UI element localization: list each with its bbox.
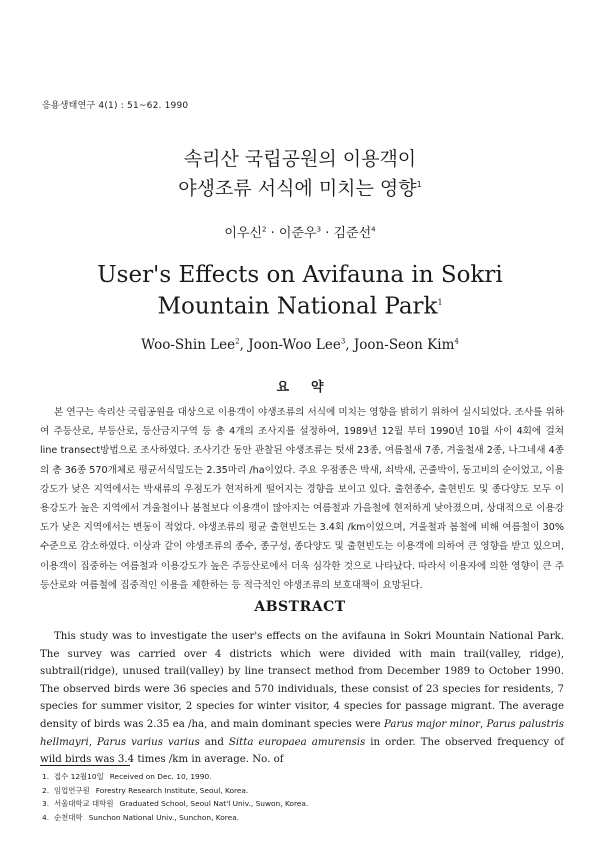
title-english: [0, 262, 600, 321]
species-2: Parus palustris hellmayri: [40, 718, 564, 748]
summary-heading-korean: 요약: [276, 380, 346, 395]
abstract-english: [40, 628, 564, 769]
species-separator: ,: [480, 718, 487, 730]
author-en-3: Joon-Seon Kim: [353, 337, 455, 353]
authors-english: [0, 337, 600, 353]
footnote-korean: 접수 12월10일: [54, 772, 104, 781]
author-en-2: Joon-Woo Lee: [248, 337, 341, 353]
species-4: Sitta europaea amurensis: [228, 736, 366, 748]
author-en-3-mark: 4: [454, 337, 459, 346]
footnotes: [42, 770, 562, 824]
title-korean-line1: 속리산 국립공원의 이용객이: [183, 148, 417, 170]
title-english-line2: [0, 289, 600, 321]
title-korean-line2-text: 야생조류 서식에 미치는 영향: [178, 177, 417, 200]
abstract-en-part2: in order. The observed frequency of wild birds was 3.4 times /km in average. No. of: [40, 736, 564, 766]
footnote-english: Forestry Research Institute, Seoul, Korea.: [95, 785, 249, 795]
author-ko-3: 김준선: [333, 226, 372, 241]
footnote-number: 3.: [42, 799, 50, 809]
abstract-korean: 본 연구는 속리산 국립공원을 대상으로 이용객이 야생조류의 서식에 미치는 영향을 밝히기 위하여 실시되었다. 조사를 위하여 주등산로, 부등산로, 등산금지구역 등 총 4개의 조사지를 설정하여, 1989년 12월 부터 1990년 10월 사이 4회에 걸쳐 line transect방법으로 조사하였다. 조사기간 동안 관찰된 야생조류는 텃새 23종, 여름철새 7종, 겨울철새 2종, 나그네새 4종의 총 36종 570개체로 평균서식밀도는 2.35마리 /ha이었다. 주요 우점종은 박새, 쇠박새, 곤줄박이, 동고비의 순이었고, 이용강도가 낮은 지역에서는 박새류의 우점도가 현저하게 떨어지는 경향을 보이고 있다. 출현종수, 출현빈도 및 종다양도 모두 이용강도가 높은 지역에서 겨울철이나 봄철보다 이용객이 많아지는 여름철과 가을철에 현저하게 낮아졌으며, 상대적으로 이용강도가 낮은 지역에서는 변동이 적었다. 야생조류의 평균 출현빈도는 3.4회 /km이었으며, 겨울철과 봄철에 비해 여름철이 30% 수준으로 감소하였다. 이상과 같이 야생조류의 종수, 종구성, 종다양도 및 출현빈도는 이용객에 의하여 큰 영향을 받고 있으며, 이용객이 집중하는 여름철과 이용강도가 높은 주등산로에서 더욱 심각한 것으로 나타났다. 따라서 이용자에 의한 영향이 큰 주등산로와 여름철에 집중적인 이용을 제한하는 등 적극적인 야생조류의 보호대책이 요망된다.: [40, 407, 564, 591]
footnote-divider: [40, 765, 130, 766]
footnote-korean: 서울대학교 대학원: [54, 799, 114, 809]
species-1: Parus major minor: [384, 718, 481, 730]
authors-korean: [0, 222, 600, 241]
title-korean: [0, 146, 600, 201]
footnote-korean: 순천대학: [54, 812, 83, 822]
species-separator: ,: [88, 736, 98, 748]
footnote-english: Graduated School, Seoul Nat'l Univ., Suwon, Korea.: [119, 799, 309, 809]
footnote-item: [42, 811, 562, 825]
footnote-item: [42, 784, 562, 798]
footnote-number: 1.: [42, 772, 50, 781]
author-separator: ·: [266, 226, 279, 241]
author-en-1-mark: 2: [235, 337, 240, 346]
author-ko-2: 이준우: [278, 226, 317, 241]
footnote-number: 2.: [42, 785, 50, 795]
author-en-2-mark: 3: [340, 337, 346, 346]
title-english-line1: User's Effects on Avifauna in Sokri: [97, 262, 503, 288]
title-english-footnote-mark: 1: [437, 298, 443, 307]
footnote-korean: 임업연구원: [54, 785, 90, 795]
author-ko-2-mark: 3: [316, 225, 322, 234]
footnote-english: Sunchon National Univ., Sunchon, Korea.: [88, 812, 240, 822]
title-korean-line2: [0, 172, 600, 201]
abstract-heading: ABSTRACT: [254, 599, 346, 615]
abstract-en-part1: This study was to investigate the user's effects on the avifauna in Sokri Mountain National Park. The survey was carried over 4 districts which were divided with main trail(valley, ridge), subtrail(ridge), unused trail(valley) by line transect method from December 1989 to October 1990. The observed birds were 36 species and 570 individuals, these consist of 23 species for residents, 7 species for summer visitor, 2 species for winter visitor, 4 species for passage migrant. The average density of birds was 2.35 ea /ha, and main dominant species were: [40, 631, 564, 730]
journal-reference: 응용생태연구 4(1) : 51~62. 1990: [42, 101, 189, 111]
title-english-line2-text: Mountain National Park: [157, 293, 438, 320]
author-separator: ·: [321, 226, 334, 241]
footnote-item: [42, 797, 562, 811]
title-korean-footnote-mark: 1: [416, 180, 422, 189]
author-en-1: Woo-Shin Lee: [141, 337, 236, 353]
footnote-english: Received on Dec. 10, 1990.: [109, 772, 212, 781]
author-ko-1: 이우신: [224, 226, 263, 241]
author-ko-1-mark: 2: [262, 225, 267, 234]
footnote-number: 4.: [42, 812, 50, 822]
author-ko-3-mark: 4: [371, 225, 376, 234]
species-3: Parus varius varius: [97, 736, 200, 748]
species-separator: and: [199, 736, 229, 748]
author-separator-en: ,: [239, 337, 249, 353]
footnote-item: [42, 770, 562, 784]
author-separator-en: ,: [345, 337, 354, 353]
